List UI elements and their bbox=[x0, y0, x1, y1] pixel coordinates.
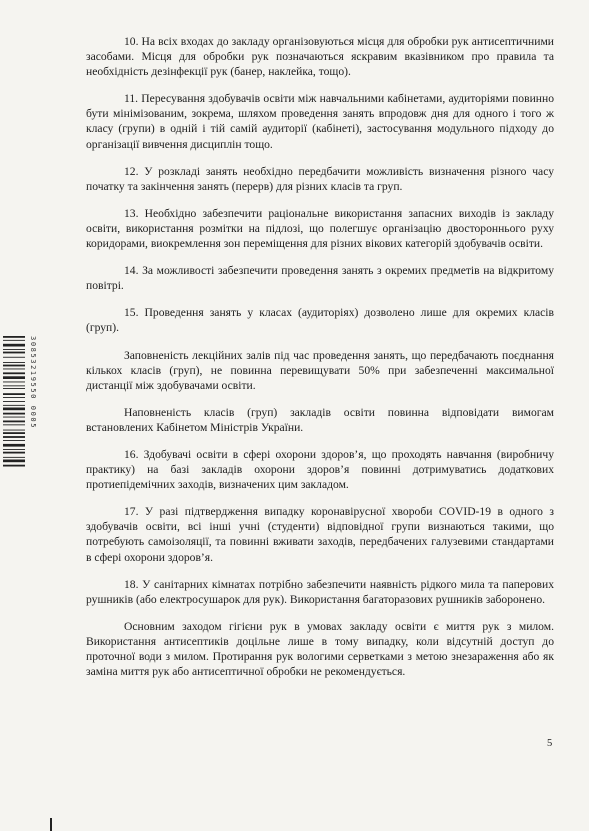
barcode-bar bbox=[3, 449, 25, 450]
scan-mark bbox=[50, 818, 52, 831]
barcode-bar bbox=[3, 452, 25, 454]
document-body bbox=[86, 34, 554, 691]
barcode-bar bbox=[3, 349, 25, 350]
barcode-bar bbox=[3, 432, 25, 434]
barcode-icon bbox=[3, 336, 29, 506]
paragraph-class-capacity: Наповненість класів (груп) закладів освіти повинна відповідати вимогам встановлених Кабінетом Міністрів України. bbox=[86, 405, 554, 434]
paragraph-11: 11. Пересування здобувачів освіти між навчальними кабінетами, аудиторіями повинно бути мінімізованим, зокрема, шляхом проведення занять впродовж дня для одного і того ж класу (групи) в одній і тій самій аудиторії (кабінеті), застосування модульного підходу до організації вивчення дисциплін тощо. bbox=[86, 92, 554, 151]
paragraph-17: 17. У разі підтвердження випадку коронавірусної хвороби COVID-19 в одного з здобувачів освіти, всі інші учні (студенти) відповідної групи визнаються такими, що потребують самоізоляції, та повинні вживати заходів, передбачених галузевими стандартами в сфері охорони здоров’я. bbox=[86, 505, 554, 564]
barcode-digits: 30853219550 0005 bbox=[29, 336, 37, 430]
barcode-bar bbox=[3, 340, 25, 341]
barcode-bar bbox=[3, 344, 25, 347]
barcode-bar bbox=[3, 357, 25, 358]
paragraph-lecture-halls: Заповненість лекційних залів під час проведення занять, що передбачають поєднання кількох класів (груп), не повинна перевищувати 50% при забезпеченні максимальної дистанції між здобувачами освіти. bbox=[86, 348, 554, 392]
paragraph-16: 16. Здобувачі освіти в сфері охорони здоров’я, що проходять навчання (виробничу практику) на базі закладів охорони здоров’я повинні дотримуватись додаткових протиепідемічних заходів, визначених цим закладом. bbox=[86, 447, 554, 492]
paragraph-14: 14. За можливості забезпечити проведення занять з окремих предметів на відкритому повітрі. bbox=[86, 264, 554, 293]
barcode-bar bbox=[3, 369, 25, 370]
barcode-bar bbox=[3, 376, 25, 379]
barcode-bar bbox=[3, 444, 25, 447]
barcode-bar bbox=[3, 393, 25, 395]
barcode-bar bbox=[3, 436, 25, 438]
paragraph-13: 13. Необхідно забезпечити раціональне використання запасних виходів із закладу освіти, використання розмітки на підлозі, що полегшує організацію двостороннього руху коридорами, виокремлення зон переміщення для різних вікових категорій здобувачів освіти. bbox=[86, 206, 554, 251]
paragraph-15: 15. Проведення занять у класах (аудиторіях) дозволено лише для окремих класів (груп). bbox=[86, 306, 554, 335]
barcode-bar bbox=[3, 382, 25, 383]
barcode-bar bbox=[3, 352, 25, 354]
barcode-bar bbox=[3, 430, 25, 431]
barcode-bar bbox=[3, 421, 25, 423]
barcode-bar bbox=[3, 460, 25, 463]
barcode-bar bbox=[3, 401, 25, 402]
barcode-bar bbox=[3, 457, 25, 458]
barcode-bar bbox=[3, 388, 25, 389]
barcode-bar bbox=[3, 424, 25, 425]
barcode-bar bbox=[3, 440, 25, 441]
barcode-bar bbox=[3, 372, 25, 374]
barcode-bar bbox=[3, 397, 25, 398]
paragraph-10: 10. На всіх входах до закладу організовуються місця для обробки рук антисептичними засобами. Місця для обробки рук позначаються яскравим вказівником про правила та необхідність дезінфекції рук (банер, наклейка, тощо). bbox=[86, 35, 554, 79]
barcode-bar bbox=[3, 385, 25, 386]
barcode-bar bbox=[3, 465, 25, 467]
page-number: 5 bbox=[547, 738, 553, 749]
paragraph-18: 18. У санітарних кімнатах потрібно забезпечити наявність рідкого мила та паперових рушників (або електросушарок для рук). Використання багаторазових рушників заборонено. bbox=[86, 577, 554, 606]
barcode-bar bbox=[3, 336, 25, 338]
paragraph-hand-hygiene: Основним заходом гігієни рук в умовах закладу освіти є миття рук з милом. Використання антисептиків доцільне лише в тому випадку, коли відсутній доступ до проточної води з милом. Протирання рук вологими серветками з метою знезараження або як заміна миття рук або антисептичної обробки не рекомендується. bbox=[86, 619, 554, 679]
barcode-bar bbox=[3, 362, 25, 363]
paragraph-12: 12. У розкладі занять необхідно передбачити можливість визначення різного часу початку та закінчення занять (перерв) для різних класів та груп. bbox=[86, 164, 554, 193]
barcode-bar bbox=[3, 408, 25, 411]
barcode-bar bbox=[3, 365, 25, 367]
barcode-bar bbox=[3, 405, 25, 406]
barcode-bar bbox=[3, 417, 25, 418]
barcode-bar bbox=[3, 413, 25, 415]
